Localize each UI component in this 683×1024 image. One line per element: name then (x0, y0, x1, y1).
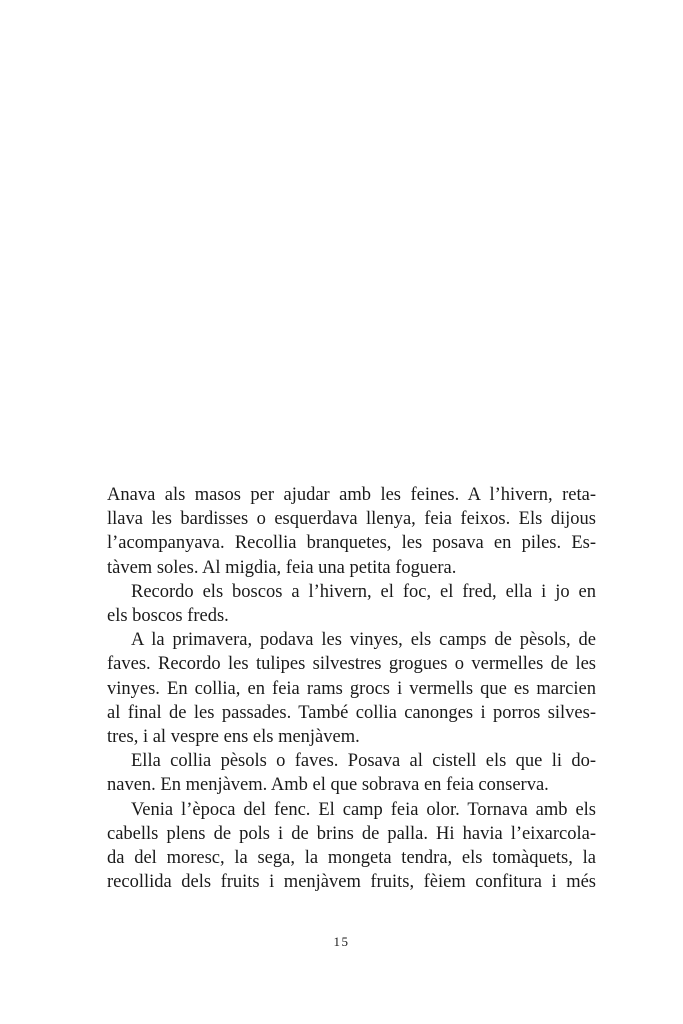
text-line: al final de les passades. També collia canonges i porros silves- (107, 702, 596, 723)
text-line: A la primavera, podava les vinyes, els camps de pèsols, de (131, 630, 596, 651)
text-line: els boscos freds. (107, 606, 229, 627)
text-line: llava les bardisses o esquerdava llenya, feia feixos. Els dijous (107, 509, 596, 530)
text-line: cabells plens de pols i de brins de palla. Hi havia l’eixarcola- (107, 823, 596, 844)
text-line: l’acompanyava. Recollia branquetes, les posava en piles. Es- (107, 533, 596, 554)
text-line: Anava als masos per ajudar amb les feines. A l’hivern, reta- (107, 485, 596, 505)
text-line: naven. En menjàvem. Amb el que sobrava en feia conserva. (107, 775, 549, 796)
body-text (107, 483, 596, 894)
text-line: tres, i al vespre ens els menjàvem. (107, 727, 360, 748)
text-line: Recordo els boscos a l’hivern, el foc, el fred, ella i jo en (131, 581, 596, 602)
text-line: vinyes. En collia, en feia rams grocs i vermells que es marcien (107, 678, 596, 699)
text-line: Ella collia pèsols o faves. Posava al cistell els que li do- (131, 751, 596, 772)
text-line: recollida dels fruits i menjàvem fruits, fèiem confitura i més (107, 872, 596, 893)
page-number: 15 (333, 934, 350, 949)
text-line: Venia l’època del fenc. El camp feia olor. Tornava amb els (131, 799, 596, 820)
text-line: faves. Recordo les tulipes silvestres grogues o vermelles de les (107, 654, 596, 675)
text-line: tàvem soles. Al migdia, feia una petita foguera. (107, 557, 457, 578)
text-line: da del moresc, la sega, la mongeta tendra, els tomàquets, la (107, 848, 596, 869)
